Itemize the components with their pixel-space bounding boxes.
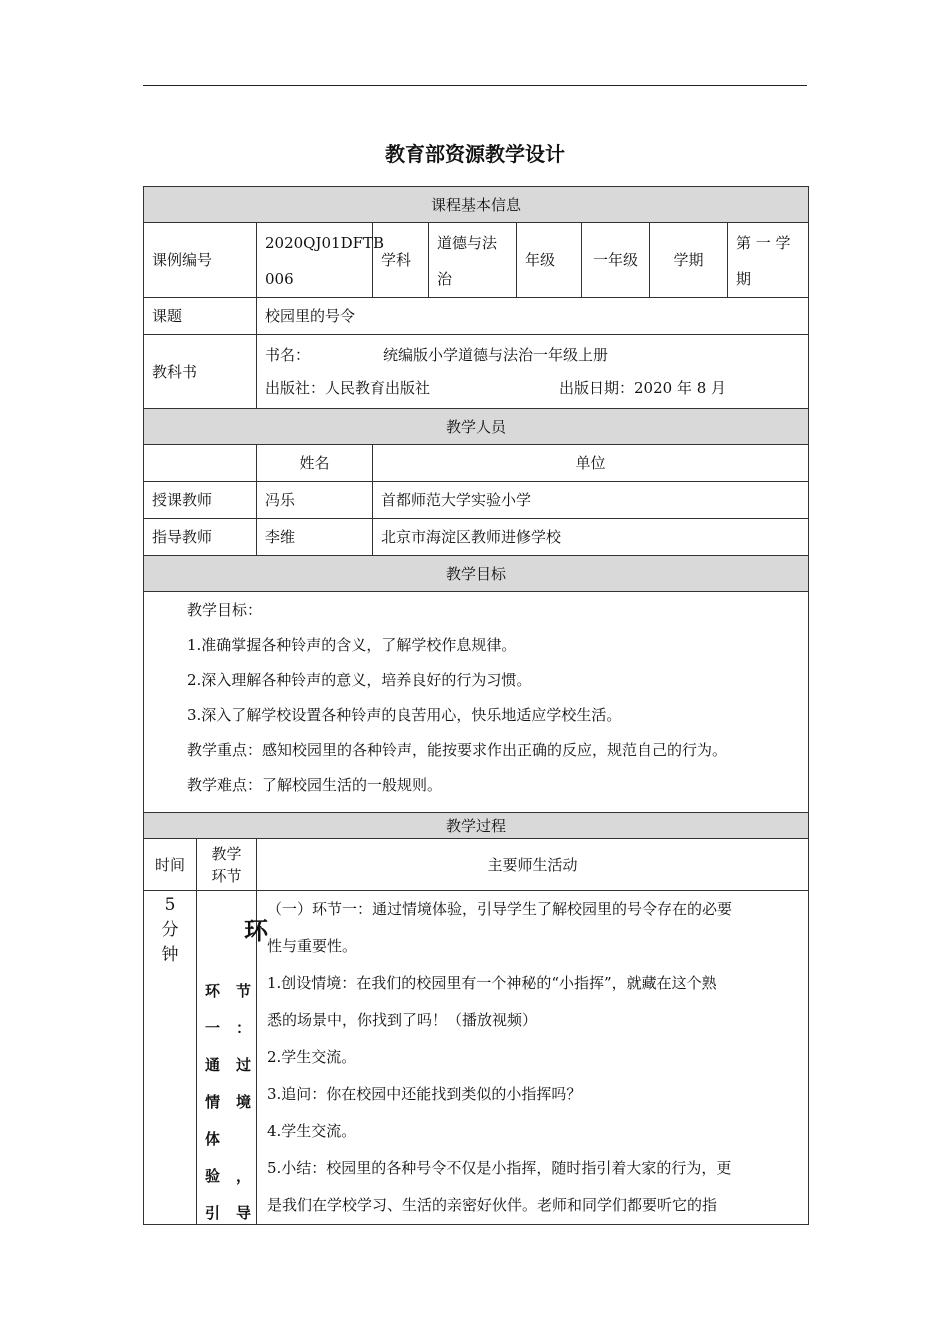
term-value: 第 一 学 期 [728,223,809,298]
activity-line: 是我们在学校学习、生活的亲密好伙伴。老师和同学们都要听它的指 [267,1196,718,1214]
goal-line: 教学目标： [187,601,263,619]
stage-cell [197,891,268,1225]
grade-value: 一年级 [582,223,650,298]
section-goals: 教学目标 [144,556,809,592]
process-col-time: 时间 [144,839,197,891]
subject-value: 道德与法 治 [429,223,517,298]
book-name-label: 书名： [265,345,311,364]
book-name-value: 统编版小学道德与法治一年级上册 [383,345,609,364]
topic-label: 课题 [144,298,257,335]
staff-unit: 首都师范大学实验小学 [373,482,809,519]
header-rule [143,85,807,86]
process-col-stage: 教学 环节 [197,839,257,891]
activity-line: （一）环节一：通过情境体验，引导学生了解校园里的号令存在的必要 [267,900,733,918]
staff-name: 李维 [257,519,373,556]
stage-text: 环 节 一 ： 通 过 情 境 体 验 ， 引 导 [205,982,251,1222]
section-basic-info: 课程基本信息 [144,187,809,223]
activity-line: 性与重要性。 [267,937,358,955]
activity-line: 4.学生交流。 [267,1122,357,1140]
code-value: 2020QJ01DFTB 006 [257,223,373,298]
code-label: 课例编号 [144,223,257,298]
lesson-design-table [143,186,809,1225]
staff-blank [144,445,257,482]
activity-line: 3.追问：你在校园中还能找到类似的小指挥吗？ [267,1085,582,1103]
activity-line: 5.小结：校园里的各种号令不仅是小指挥，随时指引着大家的行为，更 [267,1159,732,1177]
goal-line: 1.准确掌握各种铃声的含义，了解学校作息规律。 [187,636,517,654]
section-staff: 教学人员 [144,409,809,445]
goal-line: 教学难点：了解校园生活的一般规则。 [187,776,443,794]
section-process: 教学过程 [144,813,809,839]
stage-big-char: 环 [244,917,268,945]
activity-line: 1.创设情境：在我们的校园里有一个神秘的“小指挥”，就藏在这个熟 [267,974,717,992]
subject-label: 学科 [373,223,429,298]
goal-line: 3.深入了解学校设置各种铃声的良苦用心，快乐地适应学校生活。 [187,706,622,724]
staff-role: 指导教师 [144,519,257,556]
activity-cell [257,891,809,1225]
goal-line: 教学重点：感知校园里的各种铃声，能按要求作出正确的反应，规范自己的行为。 [187,741,728,759]
topic-value: 校园里的号令 [257,298,809,335]
pub-date: 出版日期：2020 年 8 月 [559,378,727,397]
term-label: 学期 [650,223,728,298]
process-col-activity: 主要师生活动 [257,839,809,891]
staff-role: 授课教师 [144,482,257,519]
time-cell: 5 分 钟 [144,891,197,1225]
goals-content [144,592,809,813]
staff-col-unit: 单位 [373,445,809,482]
grade-label: 年级 [517,223,582,298]
staff-col-name: 姓名 [257,445,373,482]
activity-line: 2.学生交流。 [267,1048,357,1066]
activity-line: 悉的场景中，你找到了吗！（播放视频） [267,1011,538,1029]
textbook-label: 教科书 [144,335,257,409]
staff-unit: 北京市海淀区教师进修学校 [373,519,809,556]
publisher: 出版社：人民教育出版社 [265,378,431,397]
page-title: 教育部资源教学设计 [385,142,565,166]
staff-name: 冯乐 [257,482,373,519]
goal-line: 2.深入理解各种铃声的意义，培养良好的行为习惯。 [187,671,532,689]
textbook-info [257,335,809,409]
